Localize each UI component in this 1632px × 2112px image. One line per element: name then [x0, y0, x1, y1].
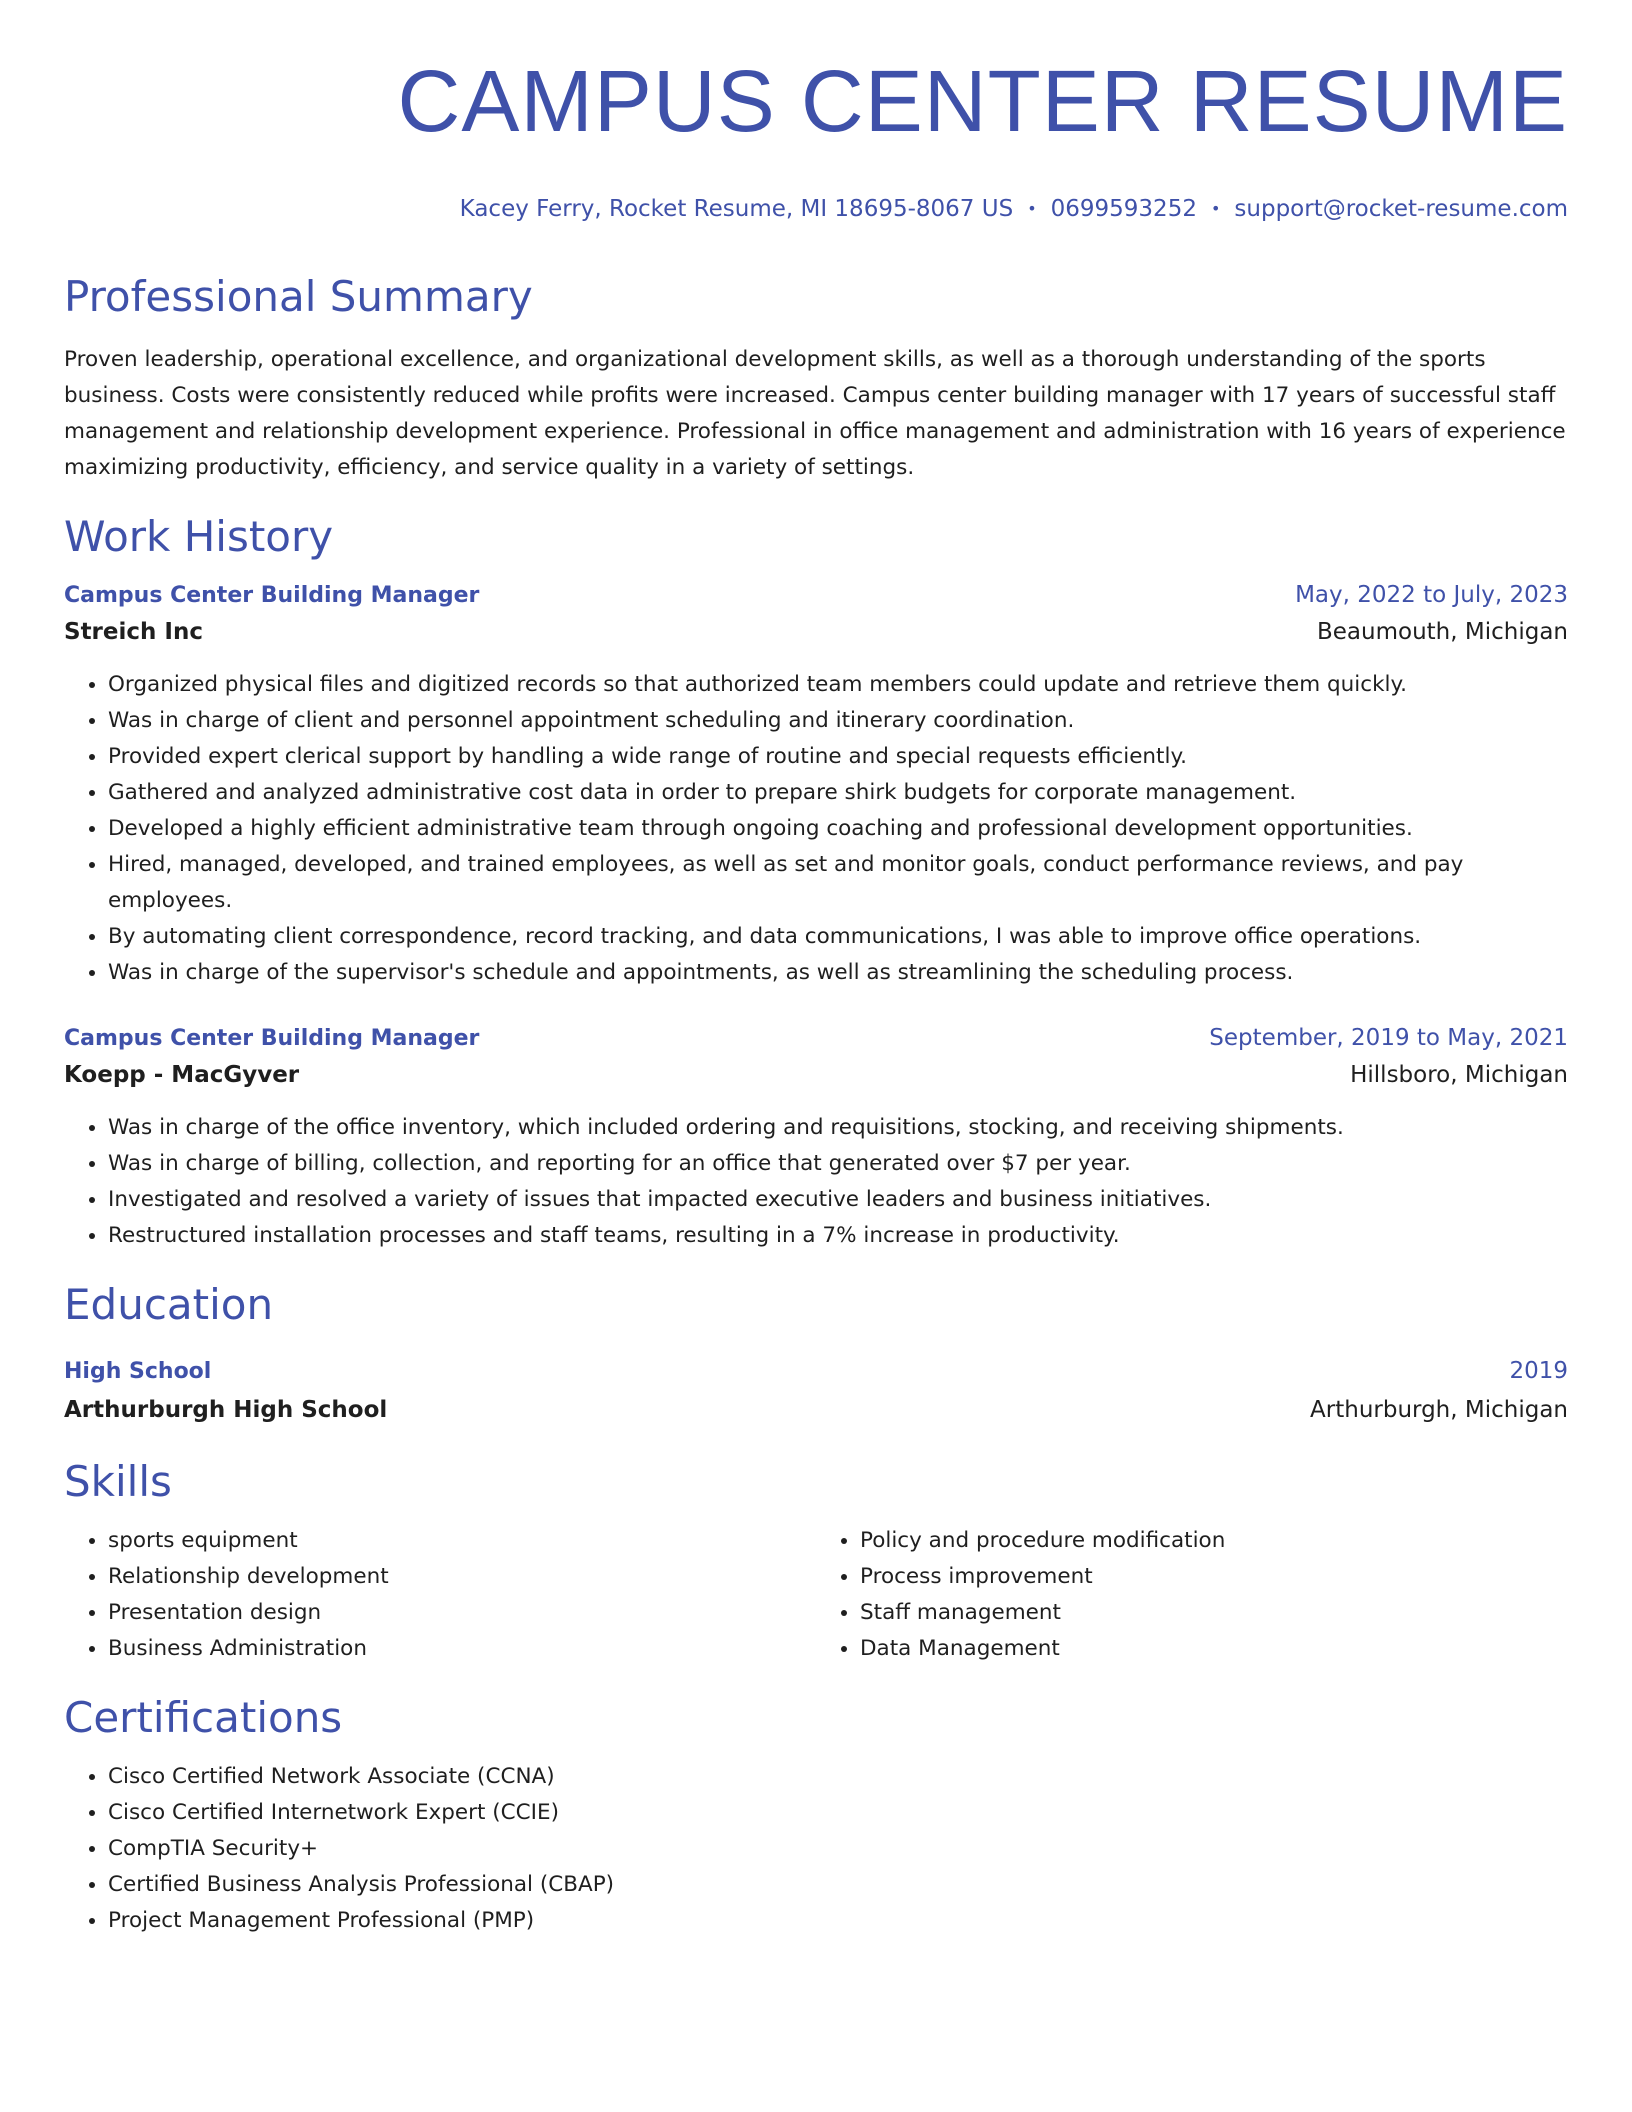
job-bullet: • Was in charge of billing, collection, and reporting for an office that generated over $7 per year.	[108, 1146, 1568, 1182]
education-heading: Education	[64, 1280, 274, 1329]
certifications-heading: Certifications	[64, 1693, 343, 1742]
education-degree: High School	[64, 1359, 212, 1384]
resume-title: CAMPUS CENTER RESUME	[397, 53, 1568, 150]
job-entry	[64, 1021, 1568, 1254]
job-bullet: • Was in charge of the office inventory, which included ordering and requisitions, stocking, and receiving shipments.	[108, 1110, 1568, 1146]
job-bullet: • Was in charge of client and personnel appointment scheduling and itinerary coordination.	[108, 703, 1568, 739]
job-title: Campus Center Building Manager	[64, 1026, 480, 1051]
job-bullet: • Gathered and analyzed administrative cost data in order to prepare shirk budgets for corporate management.	[108, 775, 1568, 811]
education-year: 2019	[1509, 1358, 1568, 1384]
skill-item: • Business Administration	[108, 1631, 816, 1667]
job-bullet: • Hired, managed, developed, and trained employees, as well as set and monitor goals, conduct performance reviews, and pay employees.	[108, 847, 1568, 919]
certification-item: • CompTIA Security+	[108, 1831, 1568, 1867]
contact-address: Kacey Ferry, Rocket Resume, MI 18695-8067 US	[459, 196, 1014, 222]
skill-item: • Presentation design	[108, 1595, 816, 1631]
job-dates: May, 2022 to July, 2023	[1295, 582, 1568, 608]
certification-item: • Certified Business Analysis Professional (CBAP)	[108, 1867, 1568, 1903]
summary-text: Proven leadership, operational excellence, and organizational development skills, as well as a thorough understanding of the sports business. Costs were consistently reduced while profits were increased. Campus center building manager with 17 years of successful staff management and relationship development experience. Professional in office management and administration with 16 years of experience maximizing productivity, efficiency, and service quality in a variety of settings.	[64, 347, 1566, 480]
job-title: Campus Center Building Manager	[64, 583, 480, 608]
job-location: Beaumouth, Michigan	[1317, 619, 1568, 645]
skill-item: • Data Management	[860, 1631, 1568, 1667]
education-location: Arthurburgh, Michigan	[1310, 1397, 1568, 1423]
job-company: Streich Inc	[64, 619, 203, 645]
certification-item: • Cisco Certified Network Associate (CCNA)	[108, 1759, 1568, 1795]
skill-item: • Policy and procedure modification	[860, 1523, 1568, 1559]
job-dates: September, 2019 to May, 2021	[1209, 1025, 1568, 1051]
skill-item: • Relationship development	[108, 1559, 816, 1595]
contact-separator: •	[1027, 199, 1037, 218]
contact-line	[64, 194, 1568, 224]
work-history-heading: Work History	[64, 512, 334, 561]
resume-header	[64, 0, 1568, 224]
education-entry	[64, 1354, 1568, 1431]
job-company: Koepp - MacGyver	[64, 1062, 300, 1088]
job-bullet: • Restructured installation processes and staff teams, resulting in a 7% increase in productivity.	[108, 1218, 1568, 1254]
job-bullet: • Investigated and resolved a variety of issues that impacted executive leaders and business initiatives.	[108, 1182, 1568, 1218]
skill-item: • Staff management	[860, 1595, 1568, 1631]
skills-grid	[64, 1523, 1568, 1667]
job-bullet: • Provided expert clerical support by handling a wide range of routine and special requests efficiently.	[108, 739, 1568, 775]
job-bullets	[64, 1110, 1568, 1254]
contact-email[interactable]: support@rocket-resume.com	[1234, 196, 1568, 222]
summary-heading: Professional Summary	[64, 272, 533, 321]
skill-item: • Process improvement	[860, 1559, 1568, 1595]
job-bullet: • Developed a highly efficient administrative team through ongoing coaching and professional development opportunities.	[108, 811, 1568, 847]
skill-item: • sports equipment	[108, 1523, 816, 1559]
skills-list-right	[816, 1523, 1568, 1667]
certification-item: • Project Management Professional (PMP)	[108, 1903, 1568, 1939]
job-entry	[64, 578, 1568, 991]
job-bullet: • By automating client correspondence, record tracking, and data communications, I was able to improve office operations.	[108, 919, 1568, 955]
job-bullet: • Was in charge of the supervisor's schedule and appointments, as well as streamlining the scheduling process.	[108, 955, 1568, 991]
skills-heading: Skills	[64, 1457, 172, 1506]
contact-separator: •	[1210, 199, 1221, 218]
job-location: Hillsboro, Michigan	[1350, 1062, 1568, 1088]
job-bullets	[64, 667, 1568, 991]
certification-item: • Cisco Certified Internetwork Expert (CCIE)	[108, 1795, 1568, 1831]
certifications-list	[64, 1759, 1568, 1939]
education-school: Arthurburgh High School	[64, 1397, 388, 1423]
job-bullet: • Organized physical files and digitized records so that authorized team members could update and retrieve them quickly.	[108, 667, 1568, 703]
skills-list-left	[64, 1523, 816, 1667]
contact-phone: 0699593252	[1050, 196, 1197, 222]
